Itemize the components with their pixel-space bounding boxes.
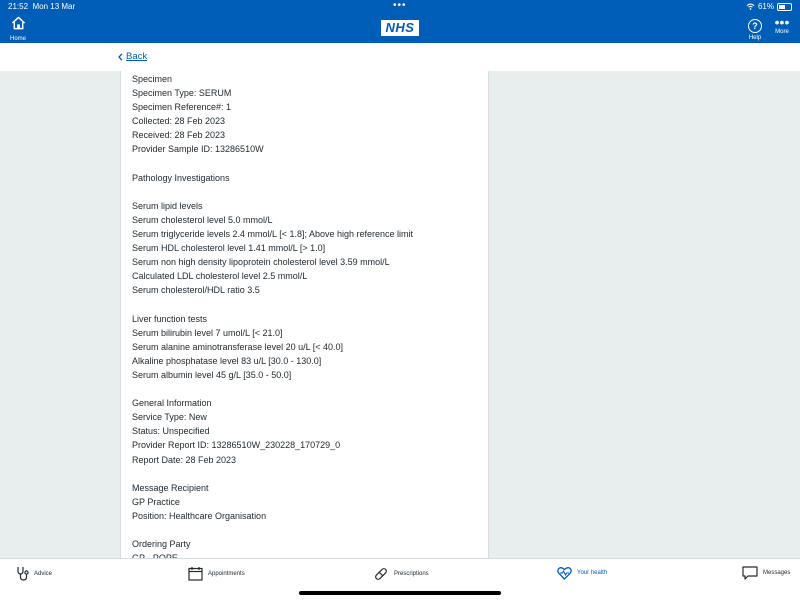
- battery-icon: [777, 3, 792, 11]
- report-blank-line: [132, 523, 413, 537]
- report-line: Serum bilirubin level 7 umol/L [< 21.0]: [132, 327, 283, 338]
- status-clock: 21:52: [8, 2, 29, 11]
- tab-prescriptions-label: Prescriptions: [394, 571, 429, 577]
- status-battery: [746, 2, 792, 11]
- report-line: Serum albumin level 45 g/L [35.0 - 50.0]: [132, 369, 292, 380]
- report-line: Collected: 28 Feb 2023: [132, 116, 226, 127]
- chevron-left-icon: [118, 53, 123, 61]
- tab-appointments-label: Appointments: [208, 570, 245, 577]
- message-icon: [742, 566, 758, 580]
- report-line: Liver function tests: [132, 313, 208, 324]
- report-line: Serum cholesterol level 5.0 mmol/L: [132, 214, 273, 225]
- multitasking-dots[interactable]: •••: [393, 0, 407, 11]
- report-line: Ordering Party: [132, 539, 191, 550]
- report-line: Serum alanine aminotransferase level 20 u/L [< 40.0]: [132, 341, 344, 352]
- report-line: Calculated LDL cholesterol level 2.5 mmol/L: [132, 271, 308, 282]
- report-line: Alkaline phosphatase level 83 u/L [30.0 - 130.0]: [132, 355, 322, 366]
- report-line: Pathology Investigations: [132, 172, 230, 183]
- home-indicator[interactable]: [299, 591, 501, 595]
- more-icon: •••: [774, 14, 790, 30]
- report-panel[interactable]: [120, 71, 489, 558]
- report-line: Provider Report ID: 13286510W_230228_170729_0: [132, 440, 341, 451]
- status-time: [8, 2, 75, 11]
- tab-your-health[interactable]: [557, 566, 607, 580]
- nhs-logo: NHS: [381, 20, 419, 36]
- report-blank-line: [132, 382, 413, 396]
- tab-appointments[interactable]: [188, 566, 245, 581]
- back-bar: [0, 43, 800, 71]
- pill-icon: [373, 566, 389, 582]
- wifi-icon: [746, 3, 755, 10]
- app-header: [0, 0, 800, 43]
- back-link[interactable]: [118, 51, 147, 62]
- more-label: More: [775, 29, 789, 35]
- home-icon: [11, 16, 26, 30]
- stethoscope-icon: [16, 566, 29, 581]
- report-line: Message Recipient: [132, 482, 209, 493]
- report-text: [132, 72, 413, 565]
- help-label: Help: [748, 35, 762, 41]
- report-line: Position: Healthcare Organisation: [132, 510, 267, 521]
- help-button[interactable]: [746, 16, 764, 41]
- tab-messages-label: Messages: [763, 570, 791, 576]
- heart-icon: [557, 566, 572, 580]
- report-blank-line: [132, 298, 413, 312]
- status-date: Mon 13 Mar: [32, 2, 76, 11]
- report-blank-line: [132, 157, 413, 171]
- report-line: Specimen Reference#: 1: [132, 102, 232, 113]
- home-button[interactable]: [8, 16, 28, 42]
- report-line: Serum triglyceride levels 2.4 mmol/L [< 1.8]; Above high reference limit: [132, 229, 414, 240]
- help-icon: ?: [748, 19, 762, 33]
- report-line: General Information: [132, 398, 212, 409]
- tab-messages[interactable]: [742, 566, 790, 580]
- report-line: Serum lipid levels: [132, 200, 203, 211]
- report-line: Specimen Type: SERUM: [132, 88, 232, 99]
- report-line: GP Practice: [132, 496, 180, 507]
- tab-prescriptions[interactable]: [373, 566, 429, 582]
- report-line: Received: 28 Feb 2023: [132, 130, 226, 141]
- calendar-icon: [188, 566, 203, 581]
- report-line: Status: Unspecified: [132, 426, 210, 437]
- tab-your-health-label: Your health: [577, 570, 608, 576]
- tab-advice-label: Advice: [34, 570, 53, 577]
- report-line: Specimen: [132, 74, 173, 84]
- report-blank-line: [132, 467, 413, 481]
- more-button[interactable]: [773, 16, 791, 35]
- report-line: Serum cholesterol/HDL ratio 3.5: [132, 285, 260, 296]
- report-line: Provider Sample ID: 13286510W: [132, 144, 264, 155]
- report-blank-line: [132, 185, 413, 199]
- report-line: Report Date: 28 Feb 2023: [132, 454, 237, 465]
- report-line: Serum HDL cholesterol level 1.41 mmol/L [> 1.0]: [132, 243, 326, 254]
- back-label: Back: [126, 51, 148, 62]
- battery-percent: 61%: [757, 2, 774, 11]
- report-line: Service Type: New: [132, 412, 207, 423]
- report-line: Serum non high density lipoprotein cholesterol level 3.59 mmol/L: [132, 257, 390, 268]
- tab-advice[interactable]: [16, 566, 52, 581]
- home-label: Home: [9, 36, 26, 42]
